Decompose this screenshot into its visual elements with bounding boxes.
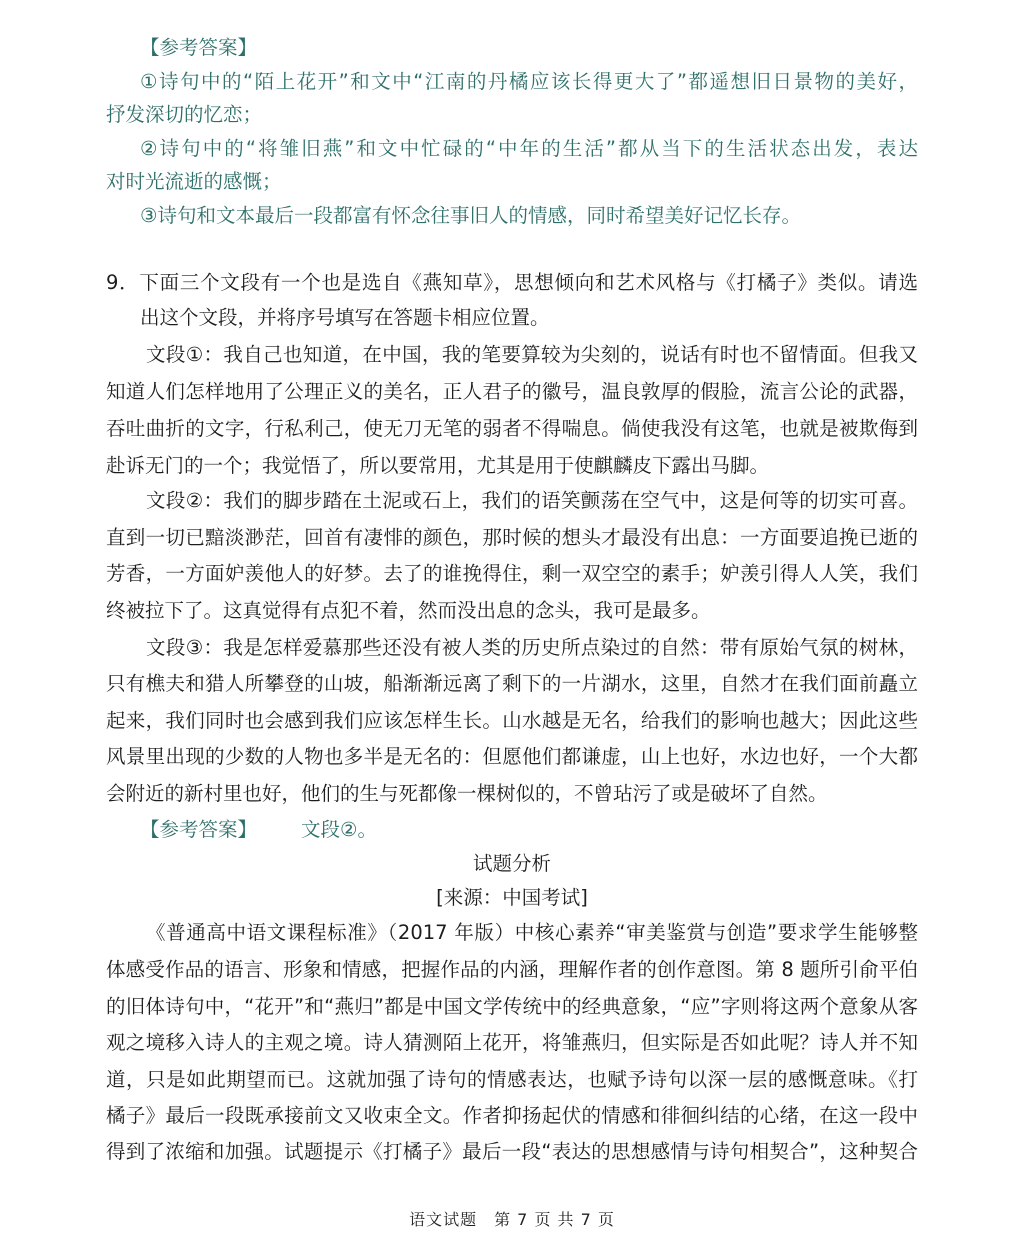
passage-2-line-2: 直到一切已黯淡渺茫，回首有凄悱的颜色，那时候的想头才最没有出息：一方面要追挽已逝的 bbox=[106, 526, 918, 549]
question-9-line-1: 9．下面三个文段有一个也是选自《燕知草》，思想倾向和艺术风格与《打橘子》类似。请选 bbox=[106, 271, 918, 294]
passage-2-line-4: 终被拉下了。这真觉得有点犯不着，然而没出息的念头，我可是最多。 bbox=[106, 599, 711, 622]
passage-3-line-4: 风景里出现的少数的人物也多半是无名的：但愿他们都谦虚，山上也好，水边也好，一个大都 bbox=[106, 745, 918, 768]
answer-line-5: ③诗句和文本最后一段都富有怀念往事旧人的情感，同时希望美好记忆长存。 bbox=[140, 204, 801, 227]
answer-line-2: 抒发深切的忆恋； bbox=[106, 103, 263, 126]
passage-1-line-1: 文段①：我自己也知道，在中国，我的笔要算较为尖刻的，说话有时也不留情面。但我又 bbox=[146, 343, 918, 366]
answer-line-4: 对时光流逝的感慨； bbox=[106, 170, 282, 193]
analysis-line-3: 的旧体诗句中，“花开”和“燕归”都是中国文学传统中的经典意象，“应”字则将这两个意象从客 bbox=[106, 995, 918, 1018]
analysis-line-5: 道，只是如此期望而已。这就加强了诗句的情感表达，也赋予诗句以深一层的感慨意味。《打 bbox=[106, 1068, 918, 1091]
answer-line-3: ②诗句中的“将雏旧燕”和文中忙碌的“中年的生活”都从当下的生活状态出发，表达 bbox=[140, 137, 918, 160]
passage-3-line-2: 只有樵夫和猎人所攀登的山坡，船渐渐远离了剩下的一片湖水，这里，自然才在我们面前矗立 bbox=[106, 672, 918, 695]
passage-3-line-3: 起来，我们同时也会感到我们应该怎样生长。山水越是无名，给我们的影响也越大；因此这些 bbox=[106, 709, 918, 732]
analysis-line-2: 体感受作品的语言、形象和情感，把握作品的内涵，理解作者的创作意图。第 8 题所引俞平伯 bbox=[106, 958, 918, 981]
passage-3-line-1: 文段③：我是怎样爱慕那些还没有被人类的历史所点染过的自然：带有原始气氛的树林， bbox=[146, 636, 918, 659]
answer-heading-1: 【参考答案】 bbox=[140, 36, 258, 59]
passage-2-line-3: 芳香，一方面妒羡他人的好梦。去了的谁挽得住，剩一双空空的素手；妒羡引得人人笑，我们 bbox=[106, 562, 918, 585]
passage-1-line-4: 赴诉无门的一个；我觉悟了，所以要常用，尤其是用于使麒麟皮下露出马脚。 bbox=[106, 454, 770, 477]
analysis-source: [来源：中国考试] bbox=[436, 886, 588, 909]
answer-line-1: ①诗句中的“陌上花开”和文中“江南的丹橘应该长得更大了”都遥想旧日景物的美好， bbox=[140, 70, 918, 93]
answer-value-2: 文段②。 bbox=[301, 818, 377, 841]
passage-3-line-5: 会附近的新村里也好，他们的生与死都像一棵树似的，不曾玷污了或是破坏了自然。 bbox=[106, 782, 828, 805]
analysis-line-4: 观之境移入诗人的主观之境。诗人猜测陌上花开，将雏燕归，但实际是否如此呢？诗人并不知 bbox=[106, 1031, 918, 1054]
analysis-line-6: 橘子》最后一段既承接前文又收束全文。作者抑扬起伏的情感和徘徊纠结的心绪，在这一段中 bbox=[106, 1104, 918, 1127]
page-footer: 语文试题 第 7 页 共 7 页 bbox=[409, 1210, 615, 1229]
answer-heading-2: 【参考答案】 bbox=[140, 818, 258, 841]
question-9-line-2: 出这个文段，并将序号填写在答题卡相应位置。 bbox=[140, 306, 550, 329]
answer-row-2 bbox=[140, 818, 918, 842]
analysis-line-1: 《普通高中语文课程标准》（2017 年版）中核心素养“审美鉴赏与创造”要求学生能够整 bbox=[146, 921, 918, 944]
analysis-title: 试题分析 bbox=[472, 852, 551, 875]
passage-1-line-3: 吞吐曲折的文字，行私利己，使无刀无笔的弱者不得喘息。倘使我没有这笔，也就是被欺侮到 bbox=[106, 417, 918, 440]
passage-1-line-2: 知道人们怎样地用了公理正义的美名，正人君子的徽号，温良敦厚的假脸，流言公论的武器， bbox=[106, 380, 918, 403]
passage-2-line-1: 文段②：我们的脚步踏在土泥或石上，我们的语笑颤荡在空气中，这是何等的切实可喜。 bbox=[146, 489, 918, 512]
analysis-line-7: 得到了浓缩和加强。试题提示《打橘子》最后一段“表达的思想感情与诗句相契合”，这种契合 bbox=[106, 1140, 918, 1163]
